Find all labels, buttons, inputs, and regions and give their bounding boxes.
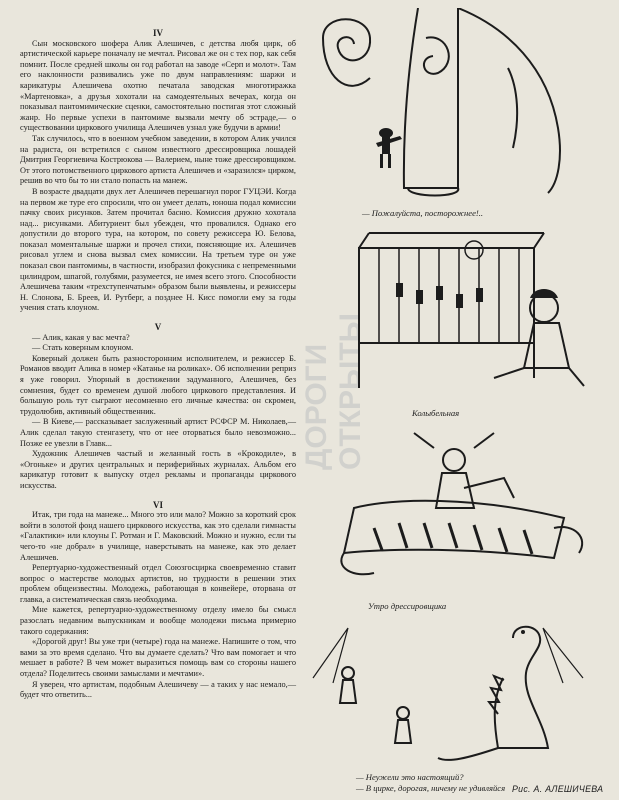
paragraph: В возрасте двадцати двух лет Алешичев перешагнул порог ГУЦЭИ. Когда на первом же туре его спросили, что он умеет делать, юноша подал комиссии пачку своих рисунков. Затем прочитал басню. Комиссия дружно хохотала над... рисунками. Абитуриент был убежден, что провалился. Однако его допустили до второго тура, на котором, по совету режиссера Ю. Белова, показал моментальные шаржи и прочел стихи, поясняющие их. Алешичев рисовал углем и снова вызвал смех комиссии. На третьем туре он уже показал свои пантомимы, в частности, изобразил фокусника с непременными цилиндром, шпагой, голубями, разумеется, не имея всего этого. Способности Алешичева таким «трехступенчатым» образом были выявлены, и режиссеры Н. Слонова, Б. Бреев, И. Рутберг, а позднее Н. Кисс помогли ему за годы учения стать клоуном. xyxy=(20,186,296,313)
figure-caption: — Пожалуйста, посторожнее!.. xyxy=(362,208,484,218)
illustrations-column xyxy=(304,0,619,800)
section-heading-vi: VI xyxy=(152,499,163,510)
paragraph: Сын московского шофера Алик Алешичев, с детства любя цирк, об артистической карьере поначалу не мечтал. Рисовал же он с тех пор, как себя помнит. После средней школы он год работал на заводе «Серп и молот». Там его наклонности развивались уже по двум направлениям: шаржи и карикатуры Алешичева охотно печатала заводская многотиражка «Мартеновка», а друзья хохотали на самодеятельных вечерах, когда он показывал пантомимические сценки, самостоятельно постигая этот сложный жанр. Но первые успехи в пантомиме вызвали мечту об эстраде,— о существовании циркового училища Алешичев узнал уже будучи в армии! xyxy=(20,38,296,133)
illustration-credit: Рис. А. АЛЕШИЧЕВА xyxy=(512,784,604,794)
elephant-cartoon xyxy=(308,8,608,208)
paragraph: Так случилось, что в военном учебном заведении, в котором Алик учился на радиста, он встретился с сыном известного дрессировщика лошадей Дмитрия Георгиевича Кострюкова — Валерием, ныне тоже дрессировщиком. От этого потомственного циркового артиста Алешичев и «заразился» цирком, решив во что бы то ни стало попасть на манеж. xyxy=(20,133,296,186)
paragraph: Мне кажется, репертуарно-художественному отделу имело бы смысл разослать недавним выпускникам и вообще молодежи письма примерно такого содержания: xyxy=(20,605,296,636)
figure-caption: Колыбельная xyxy=(412,408,460,418)
paragraph: Репертуарно-художественный отдел Союзгосцирка своевременно ставит вопрос о мастерстве молодых артистов, но трудности в решении этих проблем общеизвестны. Молодежь, работающая в конвейере, оторвана от главка, а систематическая связь необходима. xyxy=(20,563,296,604)
paragraph: — В Киеве,— рассказывает заслуженный артист РСФСР М. Николаев,— Алик сделал такую стенгазету, что от нее оторваться было невозможно... Позже ее увезли в Главк... xyxy=(20,417,296,448)
paragraph: Я уверен, что артистам, подобным Алешичеву — а таких у нас немало,— будет что ответить... xyxy=(20,679,296,700)
dialog-line: — Алик, какая у вас мечта? xyxy=(32,332,130,342)
dialog-line: — Стать коверным клоуном. xyxy=(32,343,134,353)
article-column xyxy=(20,28,296,701)
section-heading-iv: IV xyxy=(152,28,163,38)
paragraph: «Дорогой друг! Вы уже три (четыре) года на манеже. Напишите о том, что вами за это время сделано. Что вы думаете сделать? Что вам помогает и что мешает в работе? В чем может выразиться помощь вам со стороны нашего отдела? Поделитесь своими замыслами и мечтами». xyxy=(20,637,296,679)
figure-caption: — В цирке, дорогая, ничему не удивляйся xyxy=(356,783,506,793)
crib-cartoon xyxy=(344,228,594,398)
figure-caption: Утро дрессировщика xyxy=(368,601,447,611)
paragraph: Итак, три года на манеже... Много это или мало? Можно за короткий срок войти в золотой фонд нашего циркового искусства, как это сделали гимнасты «Галактики» или клоуны Г. Ротман и Г. Маковский. Можно и нужно, если ты чего-то «не добрал» в училище, наверстывать на манеже, как это делает Алешичев. xyxy=(20,510,296,562)
bleed-through-text: ДОРОГИ ОТКРЫТЫ xyxy=(300,312,367,470)
tamer-cartoon xyxy=(314,428,594,593)
paragraph: Коверный должен быть разносторонним исполнителем, и режиссер Б. Романов вводит Алика в номер «Катанье на роликах». Об исполнении реприз я уже говорил. Упорный в достижении задуманного, Алешичев, без сомнения, будет со временем душой любого циркового представления. И большую роль тут сыграют несомненно его личные качества: он скромен, трудолюбив, активный общественник. xyxy=(20,353,296,416)
figure-caption: — Неужели это настоящий? xyxy=(356,772,464,782)
dinosaur-cartoon xyxy=(308,618,608,768)
section-heading-v: V xyxy=(154,322,162,333)
paragraph: Художник Алешичев частый и желанный гость в «Крокодиле», в «Огоньке» и других центральных и периферийных журналах. Альбом его карикатур готовит к выпуску отдел рекламы и пропаганды циркового искусства. xyxy=(20,449,296,490)
